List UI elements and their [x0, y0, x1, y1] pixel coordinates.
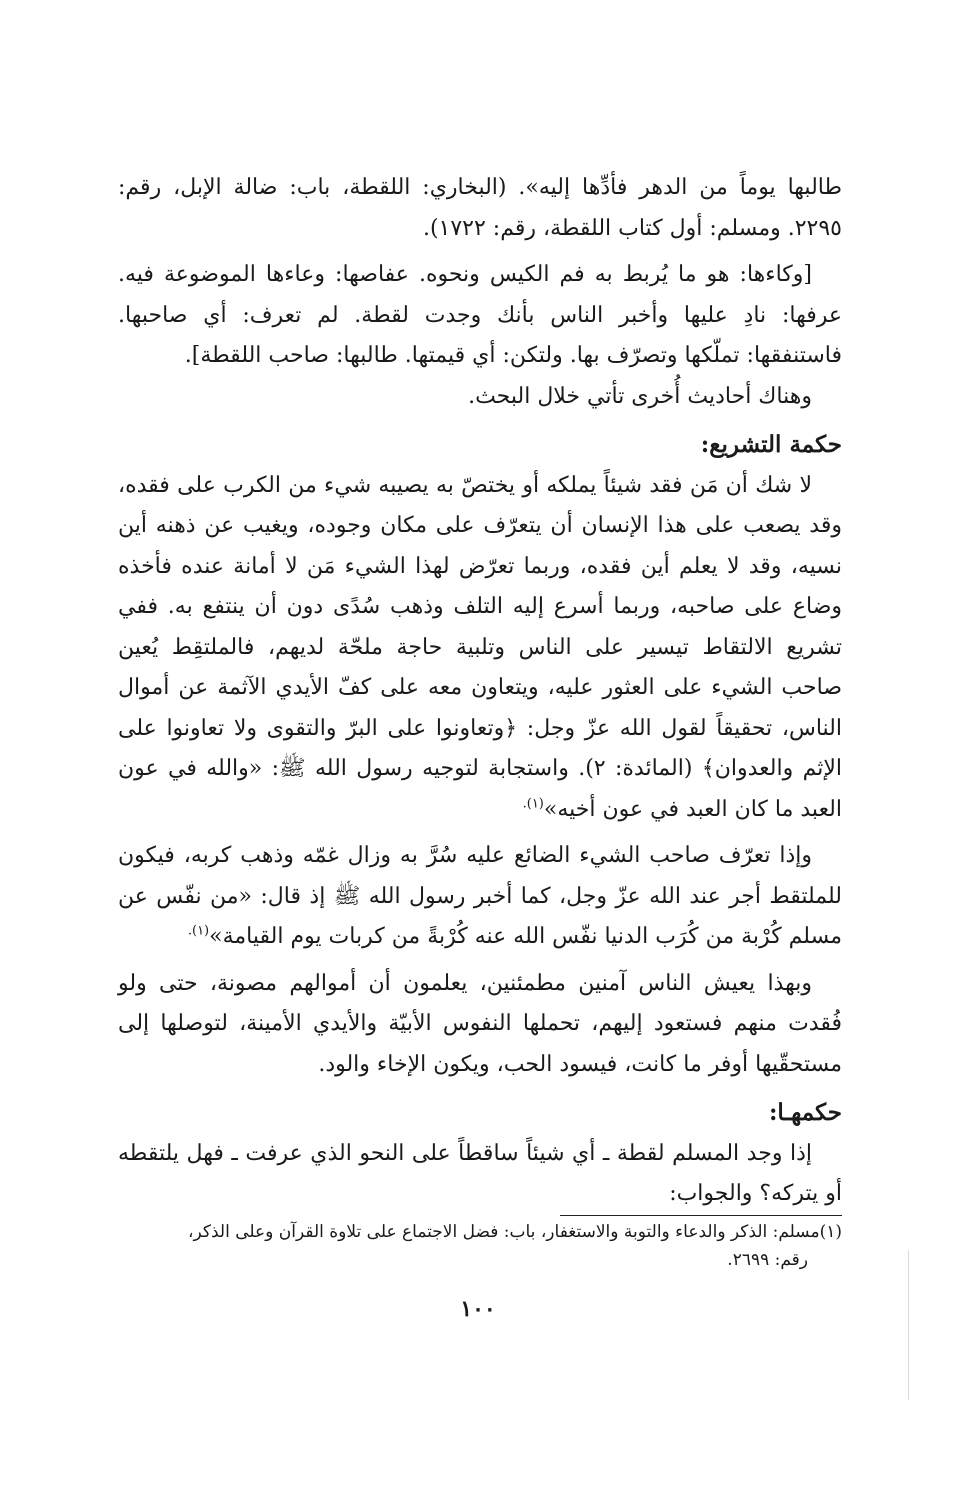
scan-edge-line	[908, 1250, 909, 1400]
page-body	[118, 168, 842, 1215]
glossary-paragraph: [وكاءها: هو ما يُربط به فم الكيس ونحوه. عفاصها: وعاءها الموضوعة فيه. عرفها: نادِ عليها وأخبر الناس بأنك وجدت لقطة. لم تعرف: أي صاحبها. فاستنفقها: تملّكها وتصرّف بها. ولتكن: أي قيمتها. طالبها: صاحب اللقطة].	[118, 262, 842, 368]
rulings-paragraph-1: إذا وجد المسلم لقطة ـ أي شيئاً ساقطاً على النحو الذي عرفت ـ فهل يلتقطه أو يتركه؟ والجواب:	[118, 1140, 842, 1206]
wisdom-paragraph-2	[118, 836, 842, 958]
page-number: ١٠٠	[460, 1296, 496, 1322]
footnote	[118, 1218, 842, 1274]
wisdom-paragraph-1-text: لا شك أن مَن فقد شيئاً يملكه أو يختصّ به يصيبه شيء من الكرب على فقده، وقد يصعب على هذا الإنسان أن يتعرّف على مكان وجوده، ويغيب عن ذهنه أين نسيه، وقد لا يعلم أين فقده، وربما تعرّض لهذا الشيء مَن لا أمانة عنده فأخذه وضاع على صاحبه، وربما أسرع إليه التلف وذهب سُدًى دون أن ينتفع به. ففي تشريع الالتقاط تيسير على الناس وتلبية حاجة ملحّة لديهم، فالملتقِط يُعين صاحب الشيء على العثور عليه، ويتعاون معه على كفّ الأيدي الآثمة عن أموال الناس، تحقيقاً لقول الله عزّ وجل: ﴿وتعاونوا على البرّ والتقوى ولا تعاونوا على الإثم والعدوان﴾ (المائدة: ٢). واستجابة لتوجيه رسول الله ﷺ: «والله في عون العبد ما كان العبد في عون أخيه»	[118, 472, 842, 822]
footnote-divider	[560, 1215, 842, 1216]
footnote-ref: (١).	[187, 923, 210, 939]
footnote-line-2: رقم: ٢٦٩٩.	[727, 1250, 808, 1270]
wisdom-paragraph-1	[118, 466, 842, 831]
footnote-line-1: (١)مسلم: الذكر والدعاء والتوبة والاستغفار، باب: فضل الاجتماع على تلاوة القرآن وعلى الذكر،	[188, 1222, 842, 1242]
wisdom-paragraph-3: وبهذا يعيش الناس آمنين مطمئنين، يعلمون أن أموالهم مصونة، حتى ولو فُقدت منهم فستعود إليهم، تحملها النفوس الأبيّة والأيدي الأمينة، لتوصلها إلى مستحقّيها أوفر ما كانت، فيسود الحب، ويكون الإخاء والود.	[118, 970, 842, 1077]
top-citation: طالبها يوماً من الدهر فأدِّها إليه». (البخاري: اللقطة، باب: ضالة الإبل، رقم: ٢٢٩٥. ومسلم: أول كتاب اللقطة، رقم: ١٧٢٢).	[118, 175, 842, 241]
more-hadith-note: وهناك أحاديث أُخرى تأتي خلال البحث.	[468, 383, 812, 409]
footnote-ref: (١).	[522, 796, 544, 812]
section-heading-rulings: حكمهـا:	[768, 1099, 842, 1126]
wisdom-paragraph-2-text: وإذا تعرّف صاحب الشيء الضائع عليه سُرَّ به وزال غمّه وذهب كربه، فيكون للملتقط أجر عند الله عزّ وجل، كما أخبر رسول الله ﷺ إذ قال: «من نفّس عن مسلم كُرْبة من كُرَب الدنيا نفّس الله عنه كُرْبةً من كربات يوم القيامة»	[118, 843, 842, 949]
section-heading-wisdom: حكمة التشريع:	[700, 431, 842, 458]
